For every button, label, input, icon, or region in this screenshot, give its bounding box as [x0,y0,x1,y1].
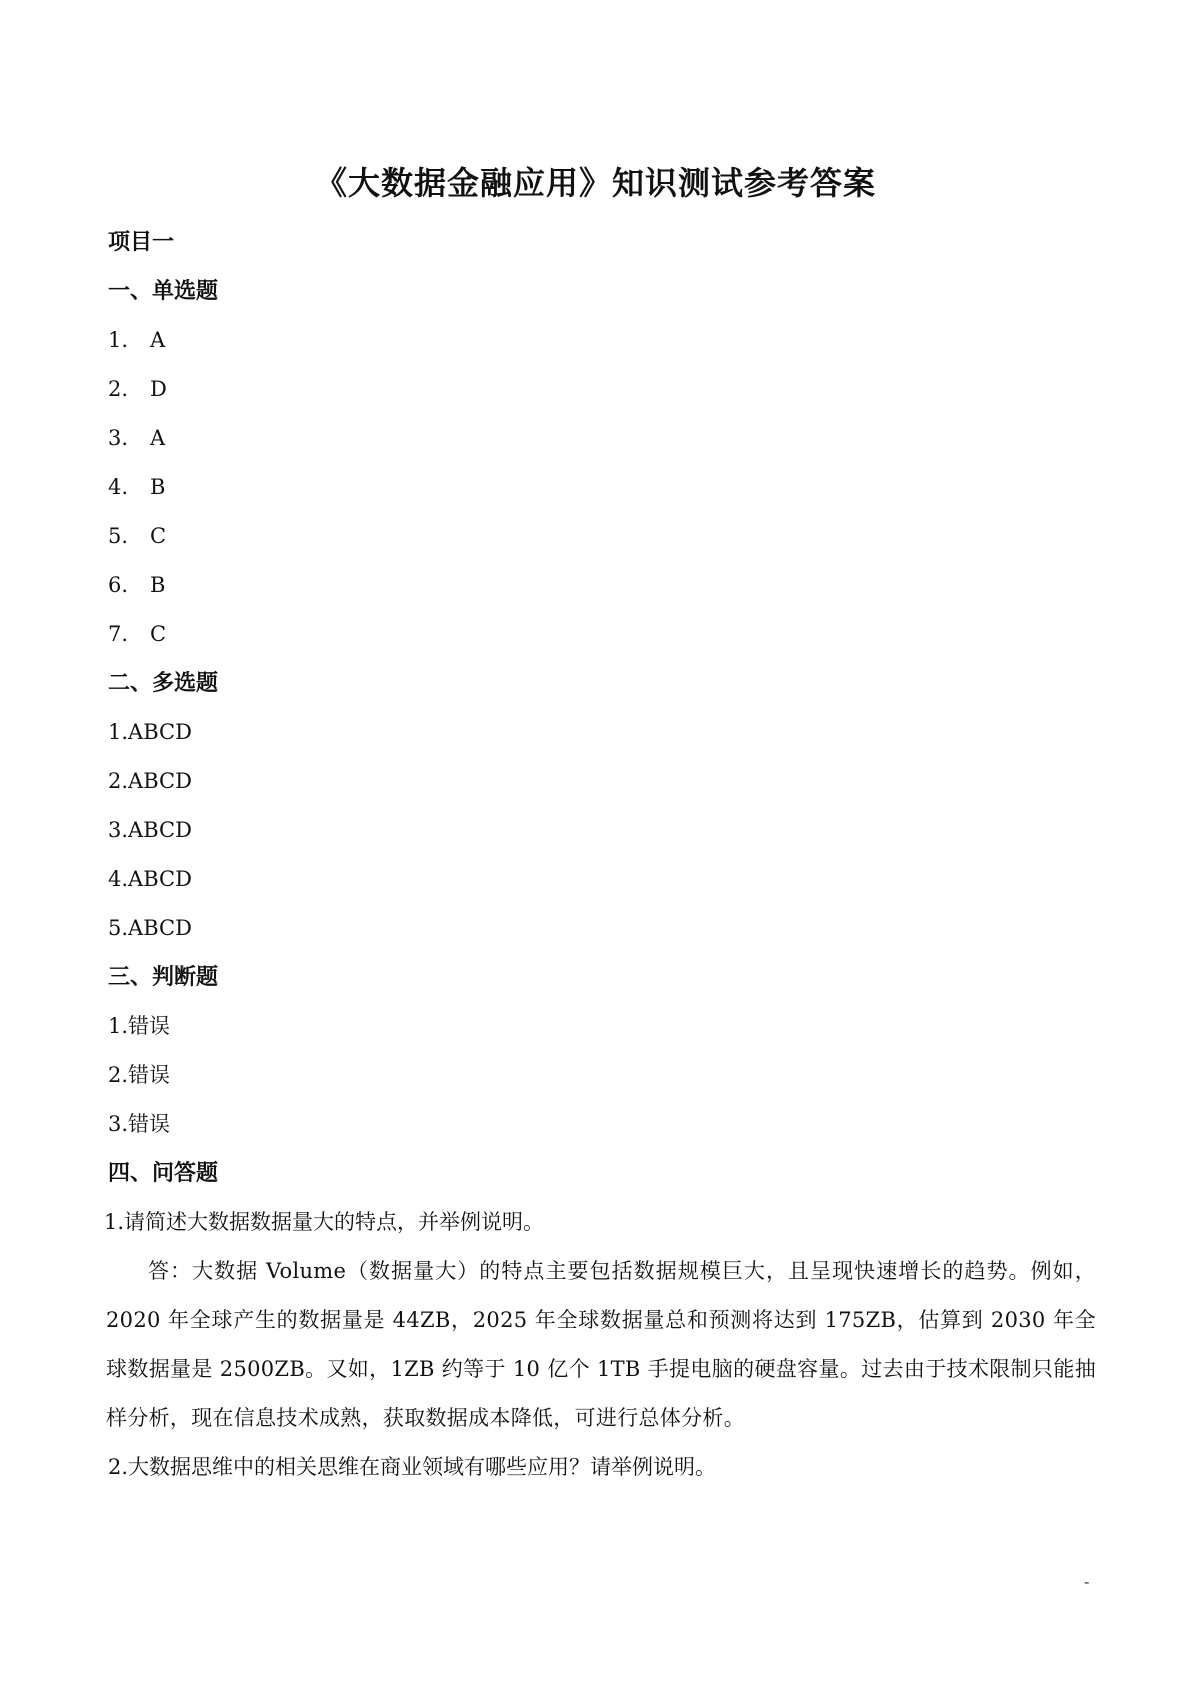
list-item: 3.错误 [108,1112,171,1136]
item-answer: B [150,475,166,499]
page-mark: - [1084,1572,1090,1591]
item-number: 6. [108,573,129,597]
section-heading-qa: 四、问答题 [108,1161,219,1186]
question-2: 2.大数据思维中的相关思维在商业领域有哪些应用？请举例说明。 [108,1455,717,1479]
item-answer: B [150,573,166,597]
item-answer: A [150,426,166,450]
item-number: 3. [108,426,129,450]
question-1: 1.请简述大数据数据量大的特点，并举例说明。 [104,1210,545,1234]
document-title: 《大数据金融应用》知识测试参考答案 [314,164,876,202]
item-answer: C [150,524,167,548]
list-item [108,365,1098,414]
list-item [108,463,1098,512]
item-answer: D [150,377,167,401]
item-number: 7. [108,622,129,646]
list-item [108,316,1098,365]
item-number: 5. [108,524,129,548]
list-item: 3.ABCD [108,818,192,842]
list-item: 4.ABCD [108,867,192,891]
section-heading-true-false: 三、判断题 [108,965,219,990]
item-number: 1. [108,328,129,352]
item-answer: A [150,328,166,352]
list-item: 5.ABCD [108,916,192,940]
list-item [108,610,1098,659]
document-body [104,218,1098,1492]
item-number: 4. [108,475,129,499]
item-number: 2. [108,377,129,401]
section-heading-single-choice: 一、单选题 [108,279,219,304]
list-item [108,414,1098,463]
list-item: 2.ABCD [108,769,192,793]
list-item [108,561,1098,610]
answer-1: 答：大数据 Volume（数据量大）的特点主要包括数据规模巨大，且呈现快速增长的趋势。例如，2020 年全球产生的数据量是 44ZB，2025 年全球数据量总和预测将达到 175ZB，估算到 2030 年全球数据量是 2500ZB。又如，1ZB 约等于 10 亿个 1TB 手提电脑的硬盘容量。过去由于技术限制只能抽样分析，现在信息技术成熟，获取数据成本降低，可进行总体分析。 [106,1259,1096,1430]
list-item: 1.错误 [108,1014,171,1038]
project-heading: 项目一 [108,230,175,255]
list-item [108,512,1098,561]
list-item: 2.错误 [108,1063,171,1087]
section-heading-multiple-choice: 二、多选题 [108,671,219,696]
list-item: 1.ABCD [108,720,192,744]
item-answer: C [150,622,167,646]
